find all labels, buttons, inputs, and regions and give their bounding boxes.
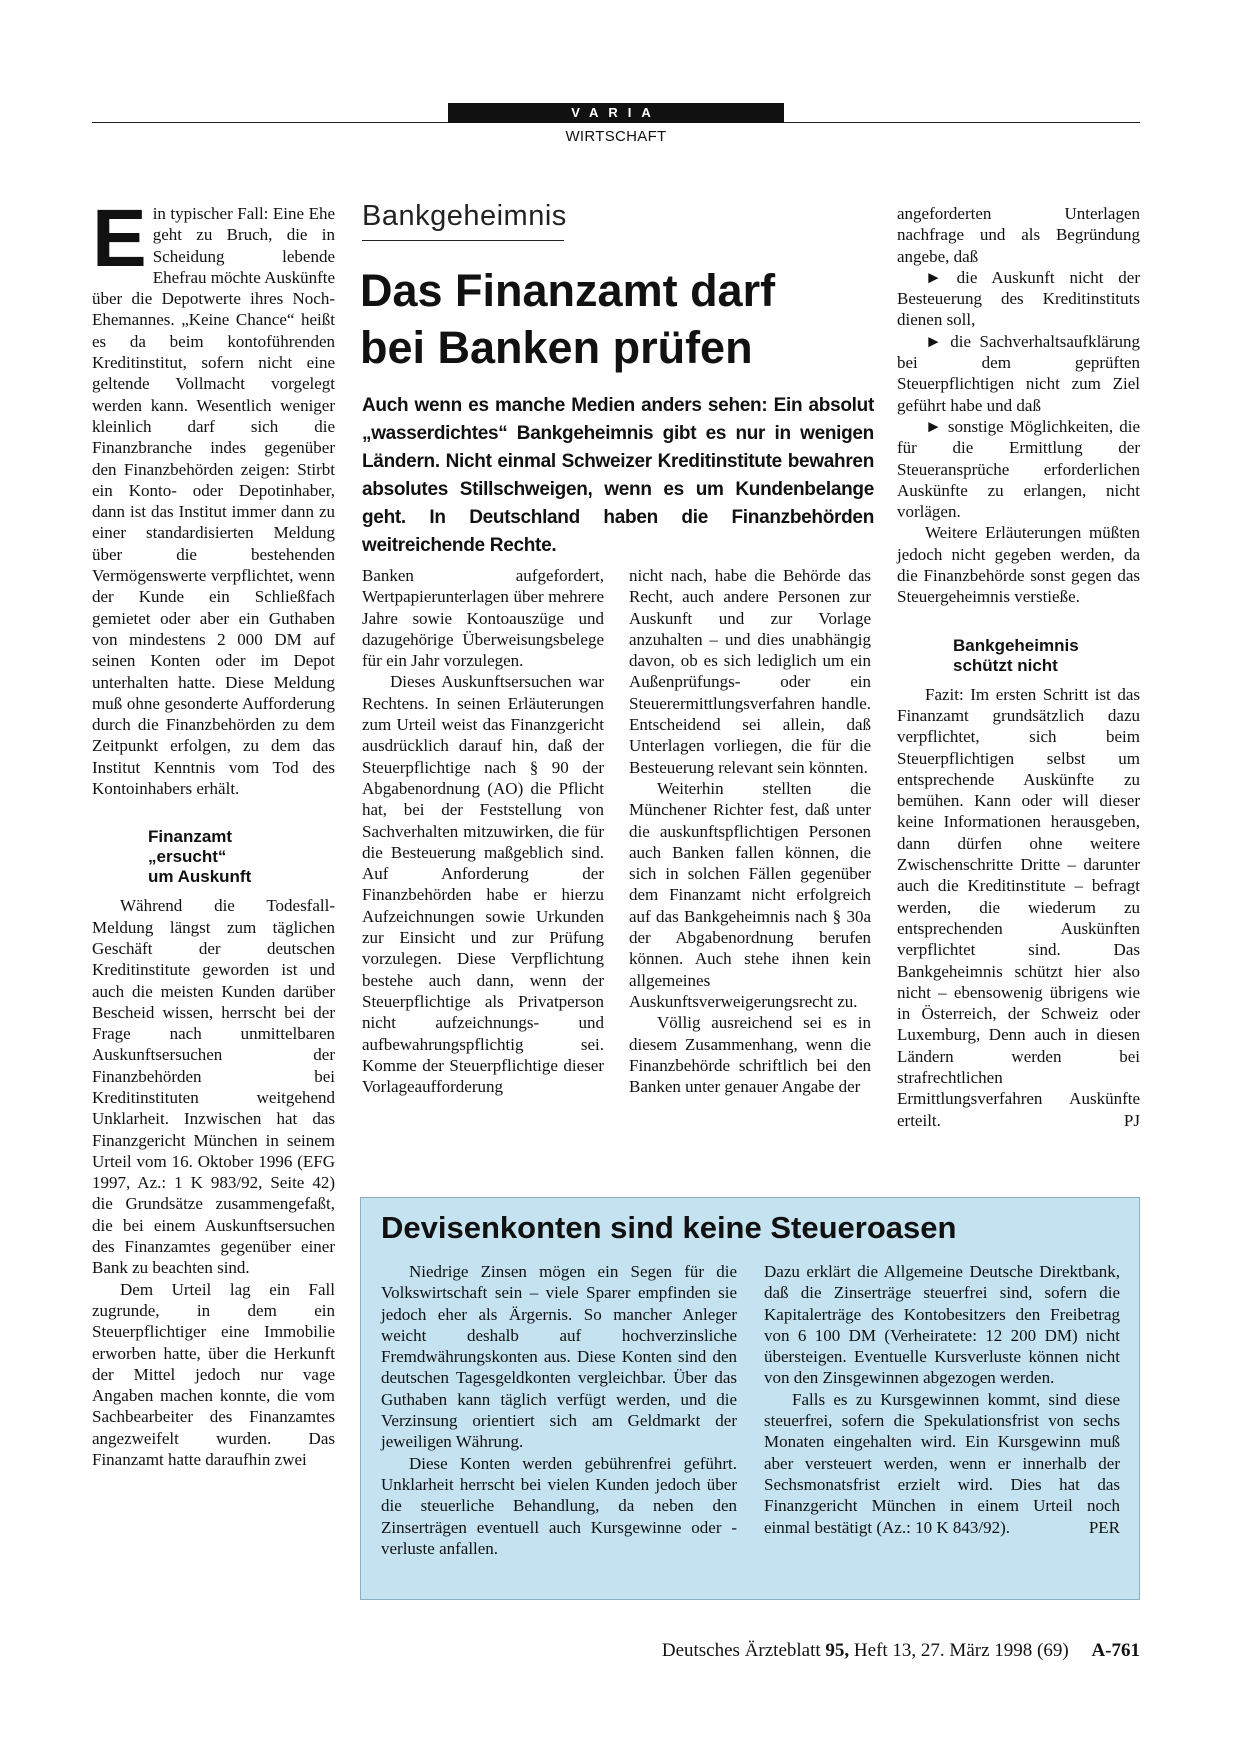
column-2-paragraph-2: Dieses Auskunftsersuchen war Rechtens. In seinen Erläuterungen zum Urteil weist das Finanzgericht ausdrücklich darauf hin, daß der Steuerpflichtige nach § 90 der Abgabenordnung (AO) die Pflicht hat, bei der Feststellung von Sachverhalten mitzuwirken, die für die Besteuerung maßgeblich sind. Auf Anforderung der Finanzbehörden habe er hierzu Aufzeichnungen sowie Urkunden zur Einsicht und zur Prüfung vorzulegen. Diese Verpflichtung bestehe auch dann, wenn der Steuerpflichtige als Privatperson nicht aufzeichnungs- und aufbewahrungspflichtig sei. Komme der Steuerpflichtige dieser Vorlageaufforderung	[362, 672, 604, 1097]
subsection-label: WIRTSCHAFT	[565, 128, 667, 145]
bullet-arrow-icon: ►	[925, 416, 942, 436]
article-column-4	[897, 203, 1140, 1131]
column-2-paragraph-1: Banken aufgefordert, Wertpapierunterlagen über mehrere Jahre sowie Kontoauszüge und dazugehörige Überweisungsbelege für ein Jahr vorzulegen.	[362, 566, 604, 671]
column-4-paragraph-1: angeforderten Unterlagen nachfrage und als Begründung angebe, daß	[897, 204, 1140, 266]
bullet-item-3-text: sonstige Möglichkeiten, die für die Ermittlung der Steueransprüche erforderlichen Auskünfte zu erlangen, nicht vorlägen.	[897, 416, 1140, 522]
info-box-column-left	[381, 1261, 737, 1559]
info-box-right-paragraph-1: Dazu erklärt die Allgemeine Deutsche Direktbank, daß die Zinserträge steuerfrei sind, sofern die Kapitalerträge des Kontobesitzers den Freibetrag von 6 100 DM (Verheiratete: 12 200 DM) nicht übersteigen. Eventuelle Kursverluste können nicht von den Zinsgewinnen abgezogen werden.	[764, 1262, 1120, 1388]
column-3-paragraph-2: Weiterhin stellten die Münchener Richter fest, daß unter die auskunftspflichtigen Personen auch Banken fallen können, die sich in solchen Fällen gegenüber dem Finanzamt nicht erfolgreich auf das Bankgeheimnis nach § 30a der Abgabenordnung berufen können. Auch stehe ihnen kein allgemeines Auskunftsverweigerungsrecht zu.	[629, 778, 871, 1011]
info-box-right-paragraph-2-text: Falls es zu Kursgewinnen kommt, sind diese steuerfrei, sofern die Spekulationsfrist von sechs Monaten eingehalten wird. Ein Kursgewinn muß aber versteuert werden, wenn er innerhalb der Sechsmonatsfrist erzielt wird. Dies hat das Finanzgericht München in einem Urteil noch einmal bestätigt (Az.: 10 K 843/92).	[764, 1389, 1120, 1537]
journal-name: Deutsches Ärzteblatt	[661, 1640, 821, 1661]
column-3-paragraph-3: Völlig ausreichend sei es in diesem Zusammenhang, wenn die Finanzbehörde schriftlich bei den Banken unter genauer Angabe der	[629, 1013, 871, 1097]
subhead-1-line-3: um Auskunft	[148, 867, 252, 887]
bullet-arrow-icon: ►	[925, 331, 942, 351]
bullet-item-3	[897, 416, 1140, 522]
subhead-2-line-1: Bankgeheimnis	[953, 635, 1079, 655]
issue-date: Heft 13, 27. März 1998 (69)	[853, 1640, 1069, 1661]
drop-cap: E	[92, 193, 147, 284]
journal-volume: 95,	[825, 1640, 850, 1661]
article-column-2	[362, 565, 604, 1097]
article-lead: Auch wenn es manche Medien anders sehen: Ein absolut „wasserdichtes“ Bankgeheimnis gibt es nur in wenigen Ländern. Nicht einmal Schweizer Kreditinstitute bewahren absolutes Stillschweigen, wenn es um Kundenbelange geht. In Deutschland haben die Finanzbehörden weitreichende Rechte.	[362, 395, 874, 556]
page-number: A-761	[1091, 1640, 1140, 1661]
column-4-paragraph-3-text: Fazit: Im ersten Schritt ist das Finanzamt grundsätzlich dazu verpflichtet, sich beim Steuerpflichtigen selbst um entsprechende Auskünfte zu bemühen. Kann oder will dieser keine Informationen herausgeben, dann dürfen ohne weitere Zwischenschritte Dritte – darunter auch die Kreditinstitute – befragt werden, die wiederum zu entsprechenden Auskünften verpflichtet sind. Das Bankgeheimnis schützt hier also nicht – ebensowenig übrigens wie in Österreich, der Schweiz oder Luxemburg, Denn auch in diesen Ländern werden bei strafrechtlichen Ermittlungsverfahren Auskünfte erteilt.	[897, 684, 1140, 1130]
bullet-item-2	[897, 331, 1140, 416]
info-box-left-paragraph-1: Niedrige Zinsen mögen ein Segen für die Volkswirtschaft sein – viele Sparer empfinden sie jedoch eher als Ärgernis. So mancher Anleger weicht deshalb auf hochverzinsliche Fremdwährungskonten aus. Diese Konten sind den deutschen Tagesgeldkonten vergleichbar. Über das Guthaben kann täglich verfügt werden, und die Verzinsung orientiert sich am Geldmarkt der jeweiligen Währung.	[381, 1262, 737, 1452]
article-headline: Das Finanzamt darf bei Banken prüfen	[360, 265, 776, 373]
subhead-1-line-1: Finanzamt	[148, 827, 233, 847]
column-4-paragraph-2: Weitere Erläuterungen müßten jedoch nicht gegeben werden, da die Finanzbehörde sonst gegen das Steuergeheimnis verstieße.	[897, 523, 1140, 607]
info-box	[360, 1197, 1140, 1600]
info-box-left-paragraph-2: Diese Konten werden gebührenfrei geführt. Unklarheit herrscht bei vielen Kunden jedoch über die steuerliche Behandlung, da neben den Zinserträgen eventuell auch Kursgewinne oder -verluste anfallen.	[381, 1453, 737, 1558]
bullet-item-1	[897, 267, 1140, 331]
column-3-paragraph-1: nicht nach, habe die Behörde das Recht, auch andere Personen zur Auskunft und zur Vorlage anzuhalten – und dies unabhängig davon, ob es sich lediglich um ein Außenprüfungs- oder ein Steuerermittlungsverfahren handle. Entscheidend sei allein, daß Unterlagen vorliegen, die für die Besteuerung relevant sein könnten.	[629, 566, 871, 777]
bullet-item-2-text: die Sachverhaltsaufklärung bei dem geprüften Steuerpflichtigen nicht zum Ziel geführt habe und daß	[897, 331, 1140, 415]
article-column-3	[629, 565, 871, 1097]
page-footer	[625, 1640, 1140, 1662]
subhead-1-line-2: „ersucht“	[148, 847, 227, 867]
info-box-column-right	[764, 1261, 1120, 1538]
bullet-arrow-icon: ►	[925, 267, 942, 287]
info-box-title: Devisenkonten sind keine Steueroasen	[381, 1210, 957, 1245]
column-1-paragraph-1: in typischer Fall: Eine Ehe geht zu Bruch, die in Scheidung lebende Ehefrau möchte Auskünfte über die Depotwerte ihres Noch-Ehemannes. „Keine Chance“ heißt es da beim kontoführenden Kreditinstitut, sofern nicht eine geltende Vollmacht vorgelegt werden kann. Wesentlich weniger kleinlich darf sich die Finanzbranche indes gegenüber den Finanzbehörden zeigen: Stirbt ein Konto- oder Depotinhaber, dann ist das Institut immer dann zu einer standardisierten Meldung über die bestehenden Vermögenswerte verpflichtet, wenn der Kunde ein Schließfach gemietet oder aber ein Guthaben von mindestens 2 000 DM auf seinen Konten oder im Depot unterhalten hatte. Diese Meldung muß ohne gesonderte Aufforderung durch die Finanzbehörden zu dem Zeitpunkt erfolgen, zu dem das Institut Kenntnis vom Tod des Kontoinhabers erhält.	[92, 204, 335, 799]
section-label: VARIA	[448, 103, 784, 123]
info-box-right-paragraph-2	[764, 1389, 1120, 1538]
kicker-underline	[362, 240, 564, 241]
article-column-1	[92, 193, 335, 1470]
subhead-2-line-2: schützt nicht	[953, 655, 1058, 675]
article-kicker: Bankgeheimnis	[362, 200, 567, 232]
column-1-paragraph-3: Dem Urteil lag ein Fall zugrunde, in dem ein Steuerpflichtiger eine Immobilie erworben hatte, über die Herkunft der Mittel jedoch nur vage Angaben machen konnte, die vom Sachbearbeiter des Finanzamtes angezweifelt wurden. Das Finanzamt hatte daraufhin zwei	[92, 1279, 335, 1470]
info-box-signature: PER	[1088, 1517, 1120, 1537]
author-signature: PJ	[1123, 1110, 1140, 1130]
column-4-paragraph-3	[897, 684, 1140, 1131]
bullet-item-1-text: die Auskunft nicht der Besteuerung des Kreditinstituts dienen soll,	[897, 267, 1140, 330]
column-1-paragraph-2: Während die Todesfall-Meldung längst zum täglichen Geschäft der deutschen Kreditinstitute geworden ist und auch die meisten Kunden darüber Bescheid wissen, herrscht bei der Frage nach unmittelbaren Auskunftsersuchen der Finanzbehörden bei Kreditinstituten weitgehend Unklarheit. Inzwischen hat das Finanzgericht München in seinem Urteil vom 16. Oktober 1996 (EFG 1997, Az.: 1 K 983/92, Seite 42) die Grundsätze zusammengefaßt, die bei einem Auskunftsersuchen des Finanzamtes gegenüber einer Bank zu beachten sind.	[92, 896, 335, 1278]
